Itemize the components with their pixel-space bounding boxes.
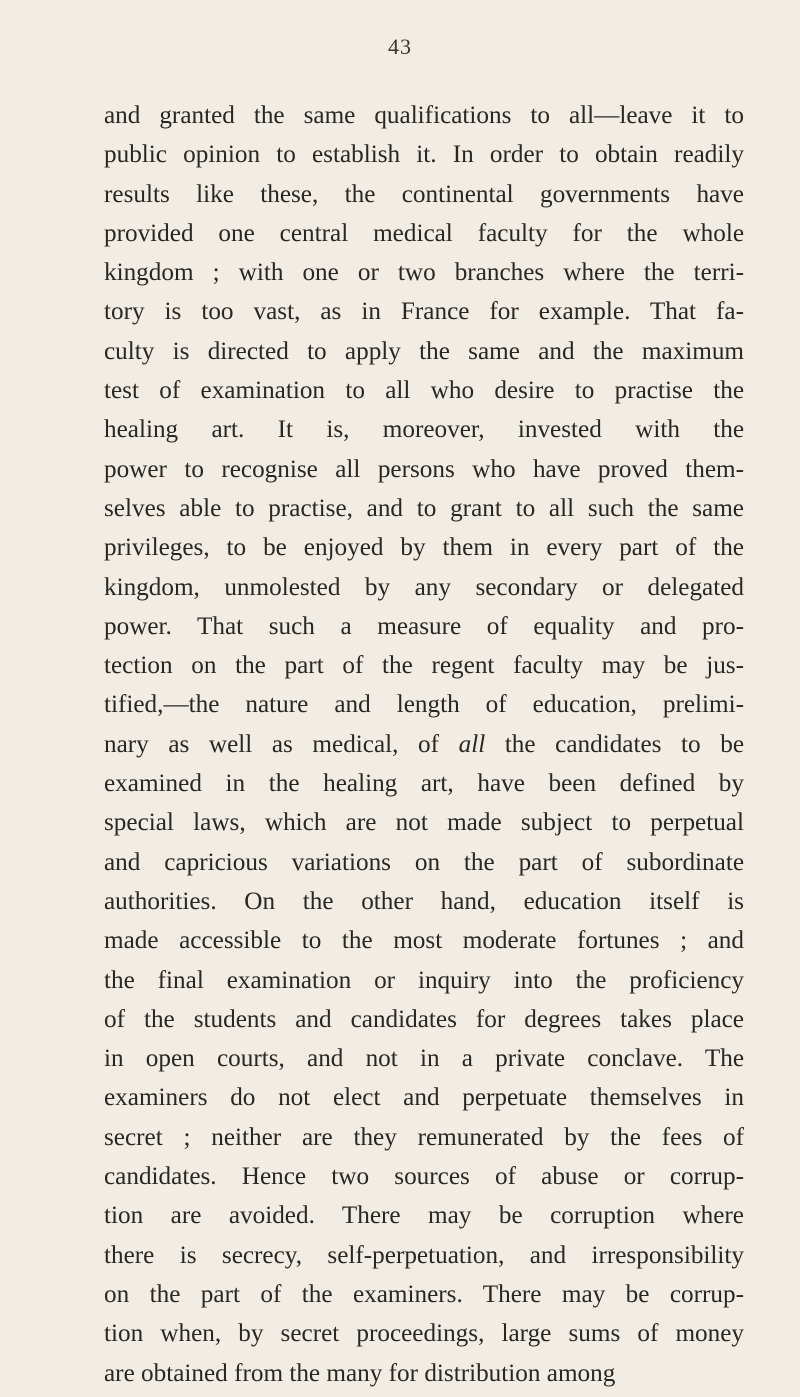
emphasis-all: all <box>458 730 486 758</box>
text-line-with-emphasis <box>104 725 744 764</box>
text-line: kingdom ; with one or two branches where the terri- <box>104 259 744 287</box>
text-line: are obtained from the many for distribution among <box>104 1359 616 1387</box>
text-line: healing art. It is, moreover, invested with the <box>104 416 744 444</box>
text-line: results like these, the continental governments have <box>104 180 744 208</box>
text-line: special laws, which are not made subject to perpetual <box>104 809 744 837</box>
text-line: authorities. On the other hand, education itself is <box>104 887 744 915</box>
text-line: made accessible to the most moderate fortunes ; and <box>104 927 744 955</box>
text-line: culty is directed to apply the same and the maximum <box>104 337 744 365</box>
text-line: and capricious variations on the part of subordinate <box>104 848 744 876</box>
text-line: in open courts, and not in a private conclave. The <box>104 1045 744 1073</box>
text-line: kingdom, unmolested by any secondary or delegated <box>104 573 744 601</box>
text-line: and granted the same qualifications to all—leave it to <box>104 102 744 129</box>
line-start: nary as well as medical, of <box>104 730 440 758</box>
text-line: selves able to practise, and to grant to all such the same <box>104 494 744 522</box>
body-text <box>104 96 744 1393</box>
text-line: tified,—the nature and length of education, prelimi- <box>104 691 744 719</box>
text-line: tion are avoided. There may be corruption where <box>104 1202 744 1230</box>
text-line: there is secrecy, self-perpetuation, and irresponsibility <box>104 1241 744 1269</box>
text-line: power to recognise all persons who have proved them- <box>104 455 744 483</box>
text-line: candidates. Hence two sources of abuse or corrup- <box>104 1163 744 1191</box>
text-line: secret ; neither are they remunerated by the fees of <box>104 1123 744 1151</box>
line-end: the candidates to be <box>504 730 745 758</box>
page-number: 43 <box>388 34 412 59</box>
text-line: tion when, by secret proceedings, large sums of money <box>104 1320 744 1348</box>
text-line: provided one central medical faculty for the whole <box>104 219 744 247</box>
text-line: on the part of the examiners. There may be corrup- <box>104 1280 744 1308</box>
text-line: privileges, to be enjoyed by them in every part of the <box>104 534 744 562</box>
text-line: examined in the healing art, have been defined by <box>104 770 744 798</box>
text-line: public opinion to establish it. In order to obtain readily <box>104 141 744 169</box>
text-line: the final examination or inquiry into the proficiency <box>104 966 744 994</box>
text-line: power. That such a measure of equality and pro- <box>104 612 744 640</box>
text-line: of the students and candidates for degrees takes place <box>104 1005 744 1033</box>
text-line: test of examination to all who desire to practise the <box>104 377 744 405</box>
text-line: tection on the part of the regent faculty may be jus- <box>104 652 744 680</box>
text-line: tory is too vast, as in France for example. That fa- <box>104 298 744 326</box>
text-line: examiners do not elect and perpetuate themselves in <box>104 1084 744 1112</box>
